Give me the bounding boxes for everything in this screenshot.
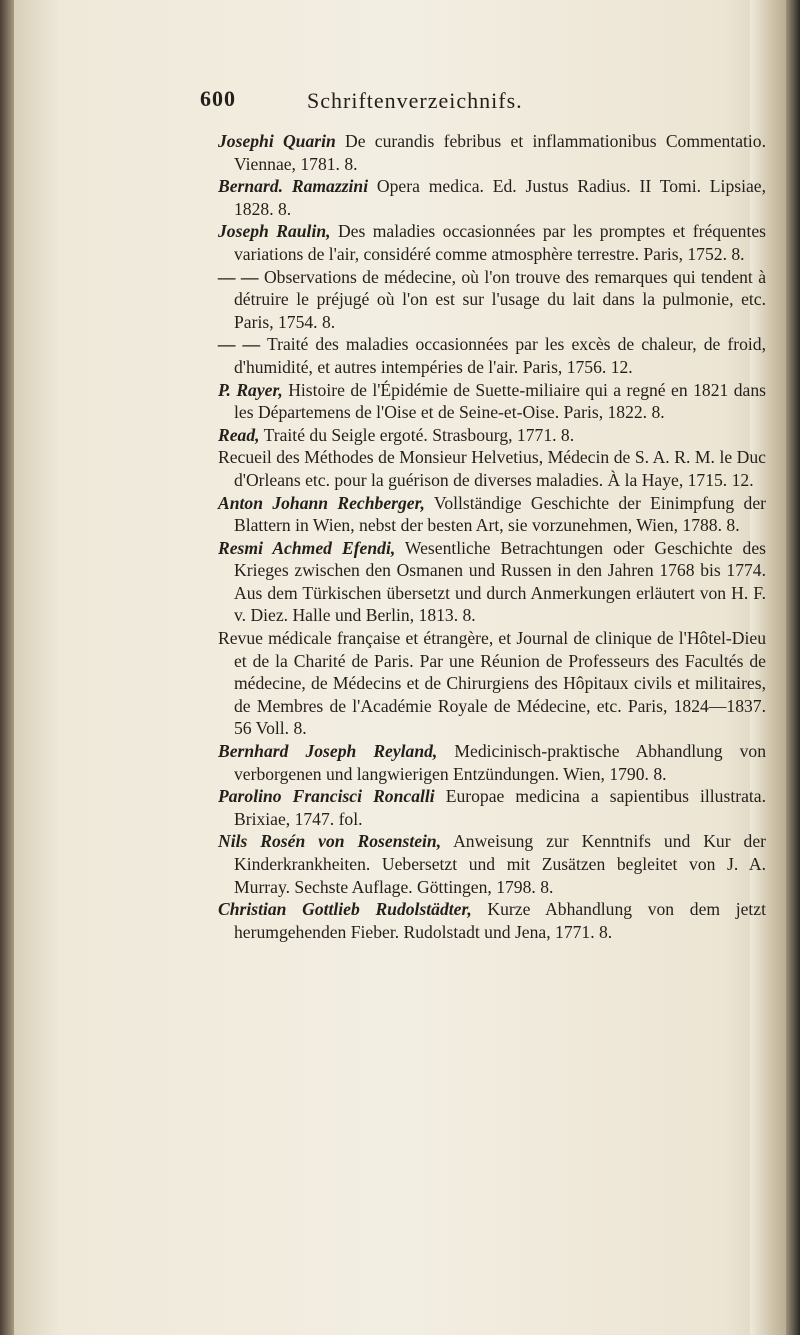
entry-text: Des maladies occasionnées par les promptes et fréquentes variations de l'air, considéré comme atmosphère terrestre. Paris, 1752. 8. <box>234 221 766 264</box>
entry-author: — — <box>218 266 259 287</box>
entry-text: Kurze Abhandlung von dem jetzt herumgehenden Fieber. Rudolstadt und Jena, 1771. 8. <box>234 899 767 942</box>
entry-author: Anton Johann Rechberger, <box>218 492 425 513</box>
page-number: 600 <box>200 86 236 111</box>
bibliography-entry <box>218 785 766 830</box>
entry-text: De curandis febribus et inflammationibus Commentatio. Viennae, 1781. 8. <box>234 131 766 174</box>
running-title: Schriftenverzeichnifs. <box>307 88 523 113</box>
entry-text: Wesentliche Betrachtungen oder Geschichte des Krieges zwischen den Osmanen und Russen in den Jahren 1768 bis 1774. Aus dem Türkischen übersetzt und durch Anmerkungen erläutert von H. F. v. Diez. Halle und Berlin, 1813. 8. <box>234 537 766 626</box>
entry-text: Traité du Seigle ergoté. Strasbourg, 1771. 8. <box>259 424 575 445</box>
entry-text: Revue médicale française et étrangère, et Journal de clinique de l'Hôtel-Dieu et de la Charité de Paris. Par une Réunion de Professeurs des Facultés de médecine, de Médecins et de Chirurgiens des Hôpitaux civils et militaires, de Membres de l'Académie Royale de Médecine, etc. Paris, 1824—1837. 56 Voll. 8. <box>218 628 766 739</box>
entry-text: Opera medica. Ed. Justus Radius. II Tomi. Lipsiae, 1828. 8. <box>234 176 766 219</box>
entry-text: Recueil des Méthodes de Monsieur Helvetius, Médecin de S. A. R. M. le Duc d'Orleans etc. pour la guérison de diverses maladies. À la Haye, 1715. 12. <box>218 447 766 490</box>
bibliography-entry <box>218 379 766 424</box>
bibliography-entry <box>218 446 766 491</box>
entry-author: Parolino Francisci Roncalli <box>218 786 435 807</box>
entry-text: Anweisung zur Kenntnifs und Kur der Kinderkrankheiten. Uebersetzt und mit Zusätzen begleitet von J. A. Murray. Sechste Auflage. Göttingen, 1798. 8. <box>234 831 766 897</box>
entry-text: Medicinisch-praktische Abhandlung von verborgenen und langwierigen Entzündungen. Wien, 1790. 8. <box>234 741 767 784</box>
entry-text: Histoire de l'Épidémie de Suette-miliaire qui a regné en 1821 dans les Départemens de l'Oise et de Seine-et-Oise. Paris, 1822. 8. <box>234 379 766 423</box>
bibliography-entry <box>218 830 766 898</box>
entry-author: Bernard. Ramazzini <box>218 176 369 197</box>
book-left-edge <box>0 0 14 1335</box>
entry-author: P. Rayer, <box>218 379 283 400</box>
entry-author: Christian Gottlieb Rudolstädter, <box>218 899 472 920</box>
bibliography-entry <box>218 627 766 740</box>
bibliography-entry <box>218 333 766 378</box>
bibliography-entry <box>218 898 766 943</box>
entry-author: Joseph Raulin, <box>218 221 331 242</box>
bibliography-entry <box>218 424 766 447</box>
entry-text: Observations de médecine, où l'on trouve des remarques qui tendent à détruire le préjugé où l'on est sur l'usage du lait dans la pulmonie, etc. Paris, 1754. 8. <box>234 266 766 332</box>
entry-text: Traité des maladies occasionnées par les excès de chaleur, de froid, d'humidité, et autres intempéries de l'air. Paris, 1756. 12. <box>234 334 766 377</box>
bibliography-entry <box>218 537 766 627</box>
entry-author: Read, <box>218 424 260 445</box>
entry-text: Europae medicina a sapientibus illustrata. Brixiae, 1747. fol. <box>234 786 766 829</box>
bibliography-entry <box>218 492 766 537</box>
entry-author: Resmi Achmed Efendi, <box>218 537 396 558</box>
bibliography-list <box>218 130 766 943</box>
bibliography-entry <box>218 220 766 265</box>
entry-author: Nils Rosén von Rosenstein, <box>218 831 442 852</box>
bibliography-entry <box>218 130 766 175</box>
entry-text: Vollständige Geschichte der Einimpfung der Blattern in Wien, nebst der besten Art, sie vorzunehmen, Wien, 1788. 8. <box>234 492 766 536</box>
bibliography-entry <box>218 740 766 785</box>
bibliography-entry <box>218 175 766 220</box>
entry-author: Bernhard Joseph Reyland, <box>218 741 438 762</box>
bibliography-entry <box>218 266 766 334</box>
book-right-edge <box>786 0 800 1335</box>
entry-author: — — <box>218 334 261 355</box>
entry-author: Josephi Quarin <box>218 131 336 151</box>
